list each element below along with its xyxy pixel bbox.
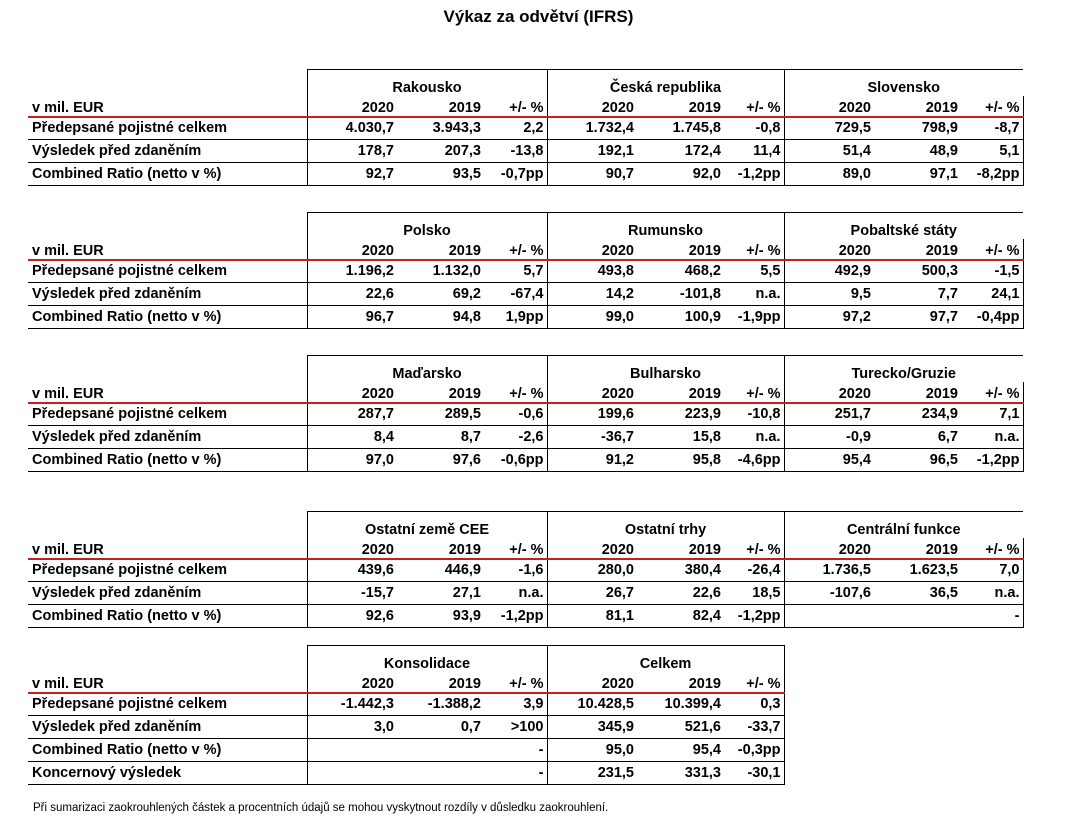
- value-cell: -67,4: [484, 283, 547, 306]
- year-header: 2020: [307, 538, 397, 559]
- value-cell: 0,3: [724, 693, 784, 716]
- year-header: 2019: [397, 672, 484, 693]
- value-cell: 172,4: [637, 140, 724, 163]
- footnote: Při sumarizaci zaokrouhlených částek a procentních údajů se mohou vyskytnout rozdíly v důsledku zaokrouhlení.: [33, 802, 609, 814]
- segment-name: Ostatní trhy: [547, 512, 784, 538]
- unit-label: v mil. EUR: [28, 672, 307, 693]
- year-header: 2020: [547, 96, 637, 117]
- unit-label: v mil. EUR: [28, 382, 307, 403]
- value-cell: 5,1: [961, 140, 1023, 163]
- year-header: 2019: [637, 96, 724, 117]
- change-header: +/- %: [484, 382, 547, 403]
- value-cell: 89,0: [784, 163, 874, 186]
- value-cell: -2,6: [484, 426, 547, 449]
- segment-table-4: [28, 511, 1024, 628]
- value-cell: -1,2pp: [724, 605, 784, 628]
- change-header: +/- %: [484, 672, 547, 693]
- value-cell: 1.196,2: [307, 260, 397, 283]
- value-cell: -101,8: [637, 283, 724, 306]
- value-cell: -0,4pp: [961, 306, 1023, 329]
- value-cell: -1.442,3: [307, 693, 397, 716]
- table-row: [28, 582, 1023, 605]
- value-cell: 207,3: [397, 140, 484, 163]
- value-cell: 90,7: [547, 163, 637, 186]
- table-row: [28, 716, 784, 739]
- value-cell: 468,2: [637, 260, 724, 283]
- value-cell: 96,5: [874, 449, 961, 472]
- value-cell: -8,7: [961, 117, 1023, 140]
- table-row: [28, 739, 784, 762]
- row-label: Předepsané pojistné celkem: [28, 559, 307, 582]
- value-cell: >100: [484, 716, 547, 739]
- value-cell: 8,7: [397, 426, 484, 449]
- segment-name: Slovensko: [784, 70, 1023, 96]
- value-cell: -: [961, 605, 1023, 628]
- table-row: [28, 449, 1023, 472]
- year-header: 2019: [637, 538, 724, 559]
- value-cell: 2,2: [484, 117, 547, 140]
- change-header: +/- %: [724, 96, 784, 117]
- value-cell: 92,6: [307, 605, 397, 628]
- segment-table-3: [28, 355, 1024, 472]
- segment-name: Rumunsko: [547, 213, 784, 239]
- value-cell: 1.732,4: [547, 117, 637, 140]
- value-cell: 5,5: [724, 260, 784, 283]
- unit-label: v mil. EUR: [28, 538, 307, 559]
- year-header: 2020: [784, 382, 874, 403]
- value-cell: -1,2pp: [961, 449, 1023, 472]
- segment-name: Centrální funkce: [784, 512, 1023, 538]
- value-cell: 94,8: [397, 306, 484, 329]
- change-header: +/- %: [724, 538, 784, 559]
- table-row: [28, 283, 1023, 306]
- value-cell: -33,7: [724, 716, 784, 739]
- table-row: [28, 559, 1023, 582]
- value-cell: 345,9: [547, 716, 637, 739]
- value-cell: 8,4: [307, 426, 397, 449]
- value-cell: 10.399,4: [637, 693, 724, 716]
- value-cell: 192,1: [547, 140, 637, 163]
- value-cell: 26,7: [547, 582, 637, 605]
- table-row: [28, 762, 784, 785]
- value-cell: 100,9: [637, 306, 724, 329]
- value-cell: -1.388,2: [397, 693, 484, 716]
- value-cell: 15,8: [637, 426, 724, 449]
- value-cell: -0,3pp: [724, 739, 784, 762]
- value-cell: 81,1: [547, 605, 637, 628]
- value-cell: 24,1: [961, 283, 1023, 306]
- value-cell: -10,8: [724, 403, 784, 426]
- value-cell: 493,8: [547, 260, 637, 283]
- value-cell: -30,1: [724, 762, 784, 785]
- value-cell: 729,5: [784, 117, 874, 140]
- segment-name: Turecko/Gruzie: [784, 356, 1023, 382]
- value-cell: 48,9: [874, 140, 961, 163]
- value-cell: 1.745,8: [637, 117, 724, 140]
- year-header: 2020: [307, 382, 397, 403]
- value-cell: -0,9: [784, 426, 874, 449]
- unit-label: v mil. EUR: [28, 96, 307, 117]
- value-cell: 231,5: [547, 762, 637, 785]
- change-header: +/- %: [484, 96, 547, 117]
- year-header: 2020: [307, 96, 397, 117]
- value-cell: -36,7: [547, 426, 637, 449]
- value-cell: 22,6: [307, 283, 397, 306]
- row-label: Výsledek před zdaněním: [28, 283, 307, 306]
- table-row: [28, 693, 784, 716]
- value-cell: 1.623,5: [874, 559, 961, 582]
- segment-table-2: [28, 212, 1024, 329]
- value-cell: 500,3: [874, 260, 961, 283]
- value-cell: 446,9: [397, 559, 484, 582]
- value-cell: 798,9: [874, 117, 961, 140]
- row-label: Combined Ratio (netto v %): [28, 739, 307, 762]
- year-header: 2020: [547, 672, 637, 693]
- year-header: 2020: [307, 239, 397, 260]
- value-cell: 92,7: [307, 163, 397, 186]
- year-header: 2019: [874, 96, 961, 117]
- value-cell: 11,4: [724, 140, 784, 163]
- value-cell: 97,6: [397, 449, 484, 472]
- change-header: +/- %: [961, 538, 1023, 559]
- segment-name: Česká republika: [547, 70, 784, 96]
- row-label: Výsledek před zdaněním: [28, 140, 307, 163]
- value-cell: 380,4: [637, 559, 724, 582]
- change-header: +/- %: [484, 538, 547, 559]
- change-header: +/- %: [961, 239, 1023, 260]
- value-cell: 7,1: [961, 403, 1023, 426]
- value-cell: [784, 605, 874, 628]
- value-cell: 99,0: [547, 306, 637, 329]
- value-cell: [397, 762, 484, 785]
- value-cell: 7,0: [961, 559, 1023, 582]
- year-header: 2019: [874, 239, 961, 260]
- value-cell: -: [484, 762, 547, 785]
- table-row: [28, 117, 1023, 140]
- value-cell: 521,6: [637, 716, 724, 739]
- change-header: +/- %: [724, 382, 784, 403]
- segment-name: Bulharsko: [547, 356, 784, 382]
- value-cell: 22,6: [637, 582, 724, 605]
- year-header: 2019: [637, 239, 724, 260]
- value-cell: [307, 762, 397, 785]
- value-cell: 95,8: [637, 449, 724, 472]
- table-row: [28, 306, 1023, 329]
- value-cell: 95,4: [784, 449, 874, 472]
- value-cell: 27,1: [397, 582, 484, 605]
- value-cell: 51,4: [784, 140, 874, 163]
- row-label: Combined Ratio (netto v %): [28, 306, 307, 329]
- value-cell: -1,2pp: [484, 605, 547, 628]
- change-header: +/- %: [961, 382, 1023, 403]
- value-cell: -1,2pp: [724, 163, 784, 186]
- value-cell: 7,7: [874, 283, 961, 306]
- year-header: 2020: [547, 382, 637, 403]
- value-cell: 0,7: [397, 716, 484, 739]
- year-header: 2019: [874, 382, 961, 403]
- value-cell: 1.736,5: [784, 559, 874, 582]
- page-title: Výkaz za odvětví (IFRS): [443, 7, 634, 26]
- segment-name: Polsko: [307, 213, 547, 239]
- value-cell: -1,6: [484, 559, 547, 582]
- value-cell: 95,0: [547, 739, 637, 762]
- value-cell: 178,7: [307, 140, 397, 163]
- value-cell: 10.428,5: [547, 693, 637, 716]
- year-header: 2019: [397, 239, 484, 260]
- value-cell: [307, 739, 397, 762]
- value-cell: -0,6pp: [484, 449, 547, 472]
- value-cell: 4.030,7: [307, 117, 397, 140]
- table-row: [28, 163, 1023, 186]
- value-cell: 289,5: [397, 403, 484, 426]
- value-cell: 280,0: [547, 559, 637, 582]
- value-cell: 91,2: [547, 449, 637, 472]
- value-cell: -13,8: [484, 140, 547, 163]
- value-cell: 234,9: [874, 403, 961, 426]
- change-header: +/- %: [724, 239, 784, 260]
- value-cell: 5,7: [484, 260, 547, 283]
- table-row: [28, 605, 1023, 628]
- row-label: Combined Ratio (netto v %): [28, 163, 307, 186]
- value-cell: 95,4: [637, 739, 724, 762]
- year-header: 2020: [547, 538, 637, 559]
- row-label: Combined Ratio (netto v %): [28, 605, 307, 628]
- segment-name: Celkem: [547, 646, 784, 672]
- value-cell: 439,6: [307, 559, 397, 582]
- segment-name: Pobaltské státy: [784, 213, 1023, 239]
- value-cell: 97,0: [307, 449, 397, 472]
- value-cell: [874, 605, 961, 628]
- year-header: 2020: [784, 538, 874, 559]
- row-label: Předepsané pojistné celkem: [28, 403, 307, 426]
- table-row: [28, 140, 1023, 163]
- value-cell: 97,7: [874, 306, 961, 329]
- value-cell: 92,0: [637, 163, 724, 186]
- value-cell: [397, 739, 484, 762]
- value-cell: 199,6: [547, 403, 637, 426]
- value-cell: 97,1: [874, 163, 961, 186]
- year-header: 2019: [397, 538, 484, 559]
- unit-label: v mil. EUR: [28, 239, 307, 260]
- row-label: Combined Ratio (netto v %): [28, 449, 307, 472]
- row-label: Výsledek před zdaněním: [28, 716, 307, 739]
- segment-name: Rakousko: [307, 70, 547, 96]
- value-cell: n.a.: [724, 283, 784, 306]
- value-cell: -: [484, 739, 547, 762]
- year-header: 2020: [547, 239, 637, 260]
- value-cell: 9,5: [784, 283, 874, 306]
- row-label: Předepsané pojistné celkem: [28, 693, 307, 716]
- value-cell: -0,8: [724, 117, 784, 140]
- value-cell: 1,9pp: [484, 306, 547, 329]
- value-cell: 36,5: [874, 582, 961, 605]
- value-cell: -107,6: [784, 582, 874, 605]
- segment-table-1: [28, 69, 1024, 186]
- change-header: +/- %: [724, 672, 784, 693]
- table-row: [28, 260, 1023, 283]
- value-cell: n.a.: [484, 582, 547, 605]
- value-cell: 69,2: [397, 283, 484, 306]
- change-header: +/- %: [961, 96, 1023, 117]
- year-header: 2020: [307, 672, 397, 693]
- value-cell: n.a.: [961, 426, 1023, 449]
- value-cell: 3,9: [484, 693, 547, 716]
- year-header: 2019: [637, 672, 724, 693]
- year-header: 2020: [784, 239, 874, 260]
- year-header: 2019: [637, 382, 724, 403]
- value-cell: 1.132,0: [397, 260, 484, 283]
- year-header: 2019: [397, 96, 484, 117]
- segment-name: Ostatní země CEE: [307, 512, 547, 538]
- value-cell: n.a.: [724, 426, 784, 449]
- value-cell: 97,2: [784, 306, 874, 329]
- value-cell: -0,6: [484, 403, 547, 426]
- value-cell: 96,7: [307, 306, 397, 329]
- segment-name: Maďarsko: [307, 356, 547, 382]
- table-row: [28, 403, 1023, 426]
- value-cell: 82,4: [637, 605, 724, 628]
- value-cell: 6,7: [874, 426, 961, 449]
- year-header: 2019: [874, 538, 961, 559]
- value-cell: -8,2pp: [961, 163, 1023, 186]
- value-cell: 331,3: [637, 762, 724, 785]
- row-label: Předepsané pojistné celkem: [28, 260, 307, 283]
- value-cell: 93,5: [397, 163, 484, 186]
- change-header: +/- %: [484, 239, 547, 260]
- segment-name: Konsolidace: [307, 646, 547, 672]
- value-cell: 18,5: [724, 582, 784, 605]
- value-cell: -0,7pp: [484, 163, 547, 186]
- value-cell: -1,9pp: [724, 306, 784, 329]
- year-header: 2019: [397, 382, 484, 403]
- value-cell: 492,9: [784, 260, 874, 283]
- value-cell: -4,6pp: [724, 449, 784, 472]
- value-cell: 14,2: [547, 283, 637, 306]
- year-header: 2020: [784, 96, 874, 117]
- table-row: [28, 426, 1023, 449]
- row-label: Předepsané pojistné celkem: [28, 117, 307, 140]
- value-cell: -1,5: [961, 260, 1023, 283]
- value-cell: -15,7: [307, 582, 397, 605]
- row-label: Výsledek před zdaněním: [28, 582, 307, 605]
- segment-table-5: [28, 645, 785, 785]
- value-cell: 223,9: [637, 403, 724, 426]
- value-cell: 93,9: [397, 605, 484, 628]
- row-label: Výsledek před zdaněním: [28, 426, 307, 449]
- value-cell: -26,4: [724, 559, 784, 582]
- value-cell: 3,0: [307, 716, 397, 739]
- value-cell: 251,7: [784, 403, 874, 426]
- value-cell: 287,7: [307, 403, 397, 426]
- row-label: Koncernový výsledek: [28, 762, 307, 785]
- value-cell: n.a.: [961, 582, 1023, 605]
- value-cell: 3.943,3: [397, 117, 484, 140]
